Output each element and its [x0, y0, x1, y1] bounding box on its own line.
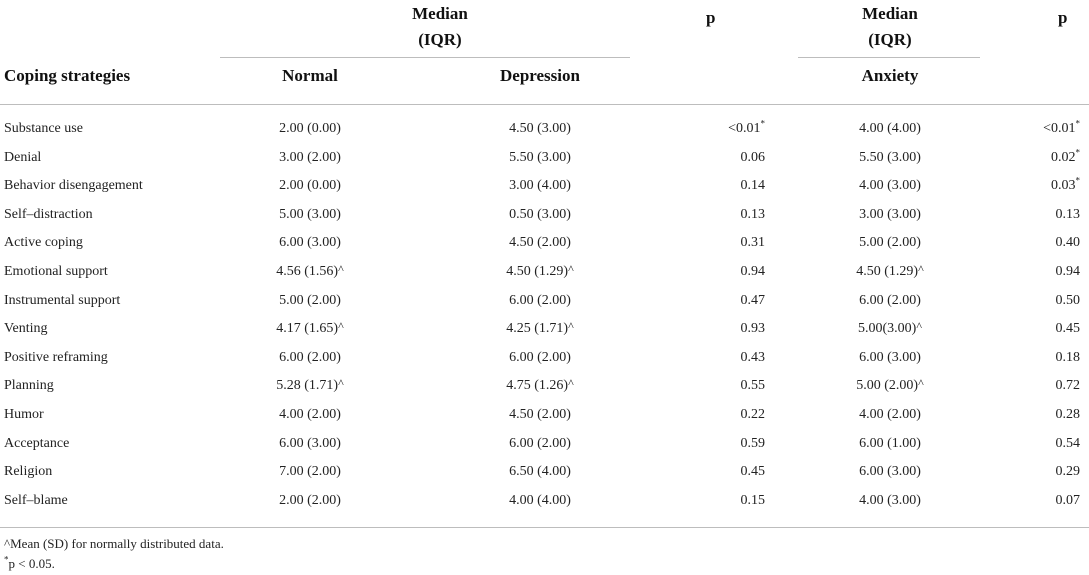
coping-strategies-header: Coping strategies [4, 66, 131, 85]
table-row [0, 315, 1089, 343]
normal-cell: 4.00 (2.00) [279, 407, 341, 422]
depression-cell: 4.50 (2.00) [509, 235, 571, 251]
normal-cell: 4.56 (1.56)^ [276, 262, 344, 279]
depression-cell: 0.50 (3.00) [509, 206, 571, 222]
table-row [0, 344, 1089, 372]
p-depression-cell: 0.45 [740, 464, 765, 480]
strategy-cell: Religion [4, 464, 53, 480]
p-depression-cell: 0.43 [740, 349, 765, 365]
header-rule-left [220, 57, 630, 58]
strategy-cell: Self–blame [4, 492, 68, 508]
p-depression-cell: 0.14 [740, 178, 765, 194]
normal-cell: 2.00 (0.00) [279, 121, 341, 136]
strategy-cell: Denial [4, 149, 42, 165]
anxiety-cell: 4.00 (3.00) [859, 178, 921, 194]
normal-cell: 5.00 (2.00) [279, 292, 341, 308]
header-bottom-rule [0, 104, 1089, 105]
anxiety-cell: 5.50 (3.00) [859, 149, 921, 165]
normal-header: Normal [282, 66, 338, 85]
table-row [0, 430, 1089, 458]
footnote-text-mean-sd: Mean (SD) for normally distributed data. [10, 536, 224, 551]
strategy-cell: Active coping [4, 235, 83, 251]
table-row [0, 458, 1089, 486]
p-anxiety-cell: 0.03* [1051, 175, 1080, 194]
normal-cell: 3.00 (2.00) [279, 149, 341, 165]
strategy-cell: Planning [4, 378, 54, 394]
p-anxiety-cell: 0.18 [1055, 349, 1080, 365]
p-anxiety-cell: 0.40 [1055, 235, 1080, 251]
anxiety-cell: 6.00 (3.00) [859, 349, 921, 365]
p-depression-cell: 0.22 [740, 407, 765, 422]
anxiety-header: Anxiety [861, 66, 919, 85]
table-row [0, 401, 1089, 429]
anxiety-cell: 4.50 (1.29)^ [856, 262, 924, 279]
normal-cell: 4.17 (1.65)^ [276, 319, 344, 337]
p-anxiety-cell: <0.01* [1043, 118, 1080, 136]
normal-cell: 6.00 (2.00) [279, 349, 341, 365]
footnote-mean-sd [4, 536, 224, 552]
p-anxiety-cell: 0.94 [1055, 264, 1080, 279]
p-depression-cell: 0.47 [740, 292, 765, 308]
strategy-cell: Positive reframing [4, 349, 108, 365]
table-row [0, 287, 1089, 315]
table-row [0, 201, 1089, 229]
strategy-cell: Humor [4, 407, 44, 422]
depression-cell: 4.75 (1.26)^ [506, 376, 574, 394]
depression-cell: 4.00 (4.00) [509, 492, 571, 508]
anxiety-cell: 6.00 (3.00) [859, 464, 921, 480]
p-anxiety-cell: 0.72 [1055, 378, 1080, 394]
strategy-cell: Emotional support [4, 264, 108, 279]
p-anxiety-cell: 0.29 [1055, 464, 1080, 480]
anxiety-cell: 5.00 (2.00) [859, 235, 921, 251]
p-anxiety-cell: 0.13 [1055, 206, 1080, 222]
p-depression-cell: 0.13 [740, 206, 765, 222]
normal-cell: 2.00 (0.00) [279, 178, 341, 194]
p-depression-cell: 0.55 [740, 378, 765, 394]
anxiety-cell: 6.00 (2.00) [859, 292, 921, 308]
table-row [0, 115, 1089, 143]
strategy-cell: Instrumental support [4, 292, 121, 308]
table-row [0, 144, 1089, 172]
normal-cell: 7.00 (2.00) [279, 464, 341, 480]
depression-cell: 6.00 (2.00) [509, 349, 571, 365]
strategy-cell: Acceptance [4, 435, 70, 451]
depression-cell: 6.50 (4.00) [509, 464, 571, 480]
anxiety-cell: 5.00(3.00)^ [858, 319, 922, 337]
depression-cell: 4.50 (2.00) [509, 407, 571, 422]
p-header-2: p [1058, 8, 1068, 27]
median-header-2: Median [862, 4, 918, 23]
p-depression-cell: 0.15 [740, 492, 765, 508]
depression-cell: 3.00 (4.00) [509, 178, 571, 194]
depression-cell: 5.50 (3.00) [509, 149, 571, 165]
table-row [0, 487, 1089, 515]
footnote-symbol-caret: ^ [4, 536, 11, 551]
footnote-symbol-asterisk: * [4, 554, 9, 565]
table-bottom-rule [0, 527, 1089, 528]
p-depression-cell: 0.31 [740, 235, 765, 251]
table-row [0, 372, 1089, 400]
strategy-cell: Venting [4, 321, 48, 337]
p-anxiety-cell: 0.45 [1055, 321, 1080, 337]
p-anxiety-cell: 0.07 [1055, 492, 1080, 508]
strategy-cell: Behavior disengagement [4, 178, 143, 194]
table-row [0, 229, 1089, 257]
p-depression-cell: 0.94 [740, 264, 765, 279]
p-header-1: p [706, 8, 716, 27]
table-row [0, 172, 1089, 200]
footnote-significance [4, 556, 55, 572]
depression-cell: 4.50 (3.00) [509, 121, 571, 136]
anxiety-cell: 4.00 (4.00) [859, 121, 921, 136]
anxiety-cell: 4.00 (3.00) [859, 492, 921, 508]
anxiety-cell: 4.00 (2.00) [859, 407, 921, 422]
p-depression-cell: 0.93 [740, 321, 765, 337]
anxiety-cell: 5.00 (2.00)^ [856, 376, 924, 394]
p-anxiety-cell: 0.02* [1051, 146, 1080, 165]
iqr-header-2: (IQR) [868, 30, 912, 49]
anxiety-cell: 3.00 (3.00) [859, 206, 921, 222]
p-depression-cell: 0.06 [740, 149, 765, 165]
normal-cell: 5.28 (1.71)^ [276, 376, 344, 394]
p-anxiety-cell: 0.50 [1055, 292, 1080, 308]
anxiety-cell: 6.00 (1.00) [859, 435, 921, 451]
footnote-text-significance: p < 0.05. [8, 556, 55, 571]
depression-cell: 4.25 (1.71)^ [506, 319, 574, 337]
p-depression-cell: 0.59 [740, 435, 765, 451]
strategy-cell: Substance use [4, 121, 83, 136]
header-rule-right [798, 57, 980, 58]
normal-cell: 6.00 (3.00) [279, 435, 341, 451]
depression-header: Depression [500, 66, 580, 85]
median-header-1: Median [412, 4, 468, 23]
depression-cell: 6.00 (2.00) [509, 292, 571, 308]
normal-cell: 2.00 (2.00) [279, 492, 341, 508]
normal-cell: 6.00 (3.00) [279, 235, 341, 251]
table-row [0, 258, 1089, 286]
iqr-header-1: (IQR) [418, 30, 462, 49]
normal-cell: 5.00 (3.00) [279, 206, 341, 222]
strategy-cell: Self–distraction [4, 206, 93, 222]
depression-cell: 6.00 (2.00) [509, 435, 571, 451]
p-anxiety-cell: 0.28 [1055, 407, 1080, 422]
depression-cell: 4.50 (1.29)^ [506, 262, 574, 279]
p-anxiety-cell: 0.54 [1055, 435, 1080, 451]
p-depression-cell: <0.01* [728, 118, 765, 136]
